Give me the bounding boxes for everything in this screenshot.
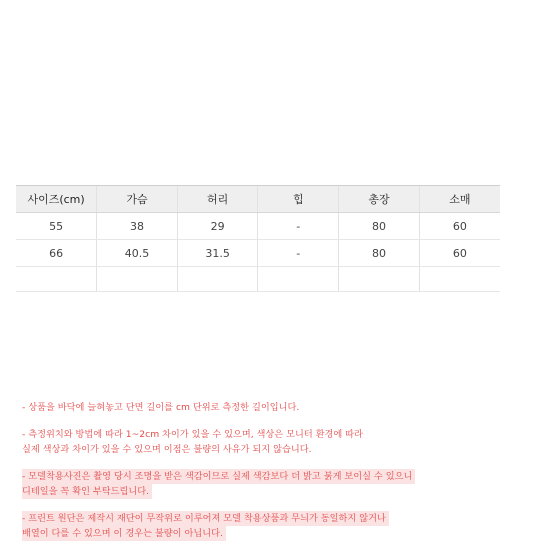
header-hip: 힙 — [258, 186, 339, 213]
table-cell — [97, 267, 178, 292]
table-cell — [177, 267, 258, 292]
note-print-fabric — [22, 511, 542, 541]
note-line: - 프린트 원단은 제작시 재단이 무작위로 이루어져 모델 착용상품과 무늬가 동일하지 않거나 — [22, 511, 389, 526]
table-cell — [339, 267, 420, 292]
table-cell: 60 — [419, 240, 500, 267]
table-cell: 80 — [339, 213, 420, 240]
note-color-variance — [22, 427, 542, 457]
table-cell: 66 — [16, 240, 97, 267]
header-length: 총장 — [339, 186, 420, 213]
note-line: - 모델착용사진은 촬영 당시 조명을 받은 색감이므로 실제 색감보다 더 밝고 붉게 보이실 수 있으니 — [22, 469, 415, 484]
note-line: - 상품을 바닥에 늘혀놓고 단면 길이를 cm 단위로 측정한 길이입니다. — [22, 402, 300, 413]
table-cell: 60 — [419, 213, 500, 240]
table-header-row — [16, 186, 500, 213]
notes-section — [22, 400, 542, 553]
table-cell: 80 — [339, 240, 420, 267]
table-cell: 29 — [177, 213, 258, 240]
table-row — [16, 267, 500, 292]
table-cell: - — [258, 213, 339, 240]
size-table — [16, 185, 500, 292]
header-waist: 허리 — [177, 186, 258, 213]
header-sleeve: 소매 — [419, 186, 500, 213]
table-cell: 31.5 — [177, 240, 258, 267]
note-line: - 측정위치와 방법에 따라 1~2cm 차이가 있을 수 있으며, 색상은 모니터 환경에 따라 — [22, 429, 363, 440]
table-row — [16, 213, 500, 240]
table-cell: - — [258, 240, 339, 267]
table-cell: 40.5 — [97, 240, 178, 267]
note-measurement — [22, 400, 542, 415]
table-cell — [16, 267, 97, 292]
table-cell: 38 — [97, 213, 178, 240]
note-line: 배열이 다를 수 있으며 이 경우는 불량이 아닙니다. — [22, 526, 226, 541]
note-line: 실제 색상과 차이가 있을 수 있으며 이점은 불량의 사유가 되지 않습니다. — [22, 444, 312, 455]
table-cell — [258, 267, 339, 292]
table-cell — [419, 267, 500, 292]
note-model-photo — [22, 469, 542, 499]
note-line: 디테일을 꼭 확인 부탁드립니다. — [22, 484, 152, 499]
table-cell: 55 — [16, 213, 97, 240]
header-chest: 가슴 — [97, 186, 178, 213]
header-size: 사이즈(cm) — [16, 186, 97, 213]
table-row — [16, 240, 500, 267]
